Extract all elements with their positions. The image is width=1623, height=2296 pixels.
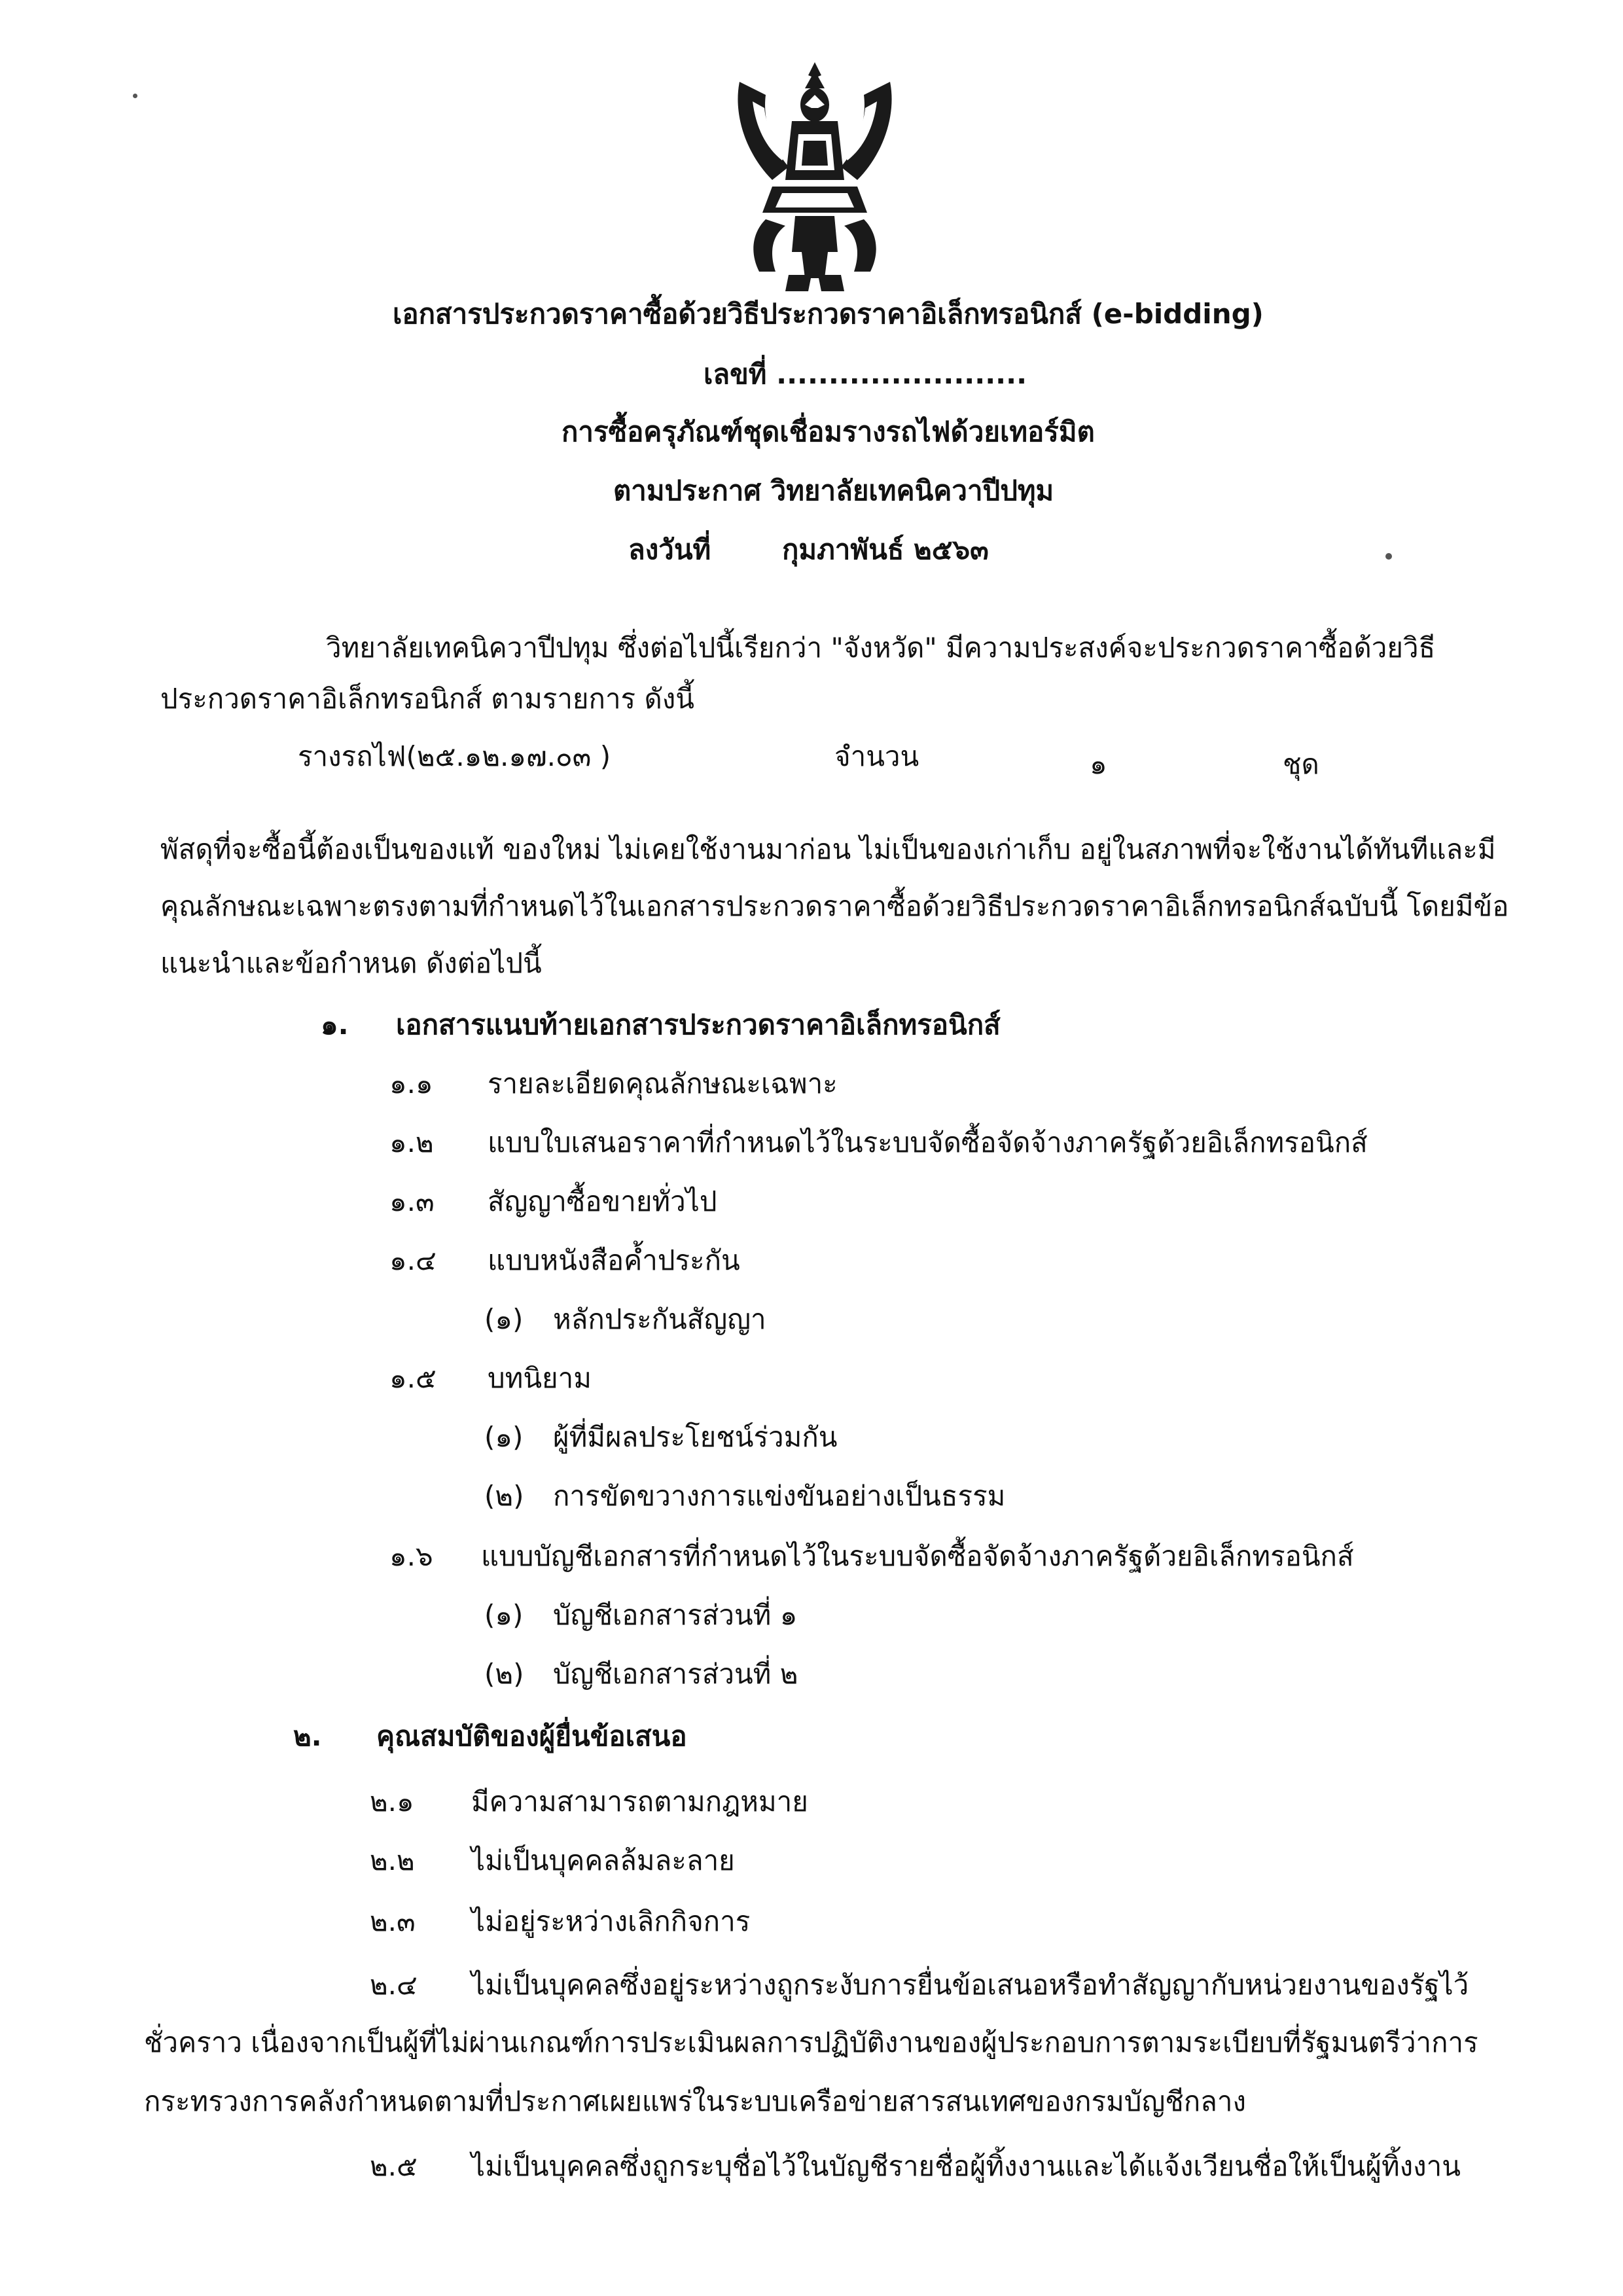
document-title: เอกสารประกวดราคาซื้อด้วยวิธีประกวดราคาอิเล็กทรอนิกส์ (e-bidding) <box>393 298 1264 330</box>
list-item-number: ๑.๔ <box>389 1244 437 1276</box>
body-line: แนะนำและข้อกำหนด ดังต่อไปนี้ <box>160 947 542 979</box>
sub-item-text: ผู้ที่มีผลประโยชน์ร่วมกัน <box>553 1421 838 1453</box>
list-item-text: ไม่อยู่ระหว่างเลิกกิจการ <box>471 1905 751 1937</box>
list-item-continuation: ชั่วคราว เนื่องจากเป็นผู้ที่ไม่ผ่านเกณฑ์การประเมินผลการปฏิบัติงานของผู้ประกอบการตามระเบียบที่รัฐมนตรีว่าการ <box>144 2026 1478 2058</box>
list-item-number: ๒.๑ <box>370 1785 414 1818</box>
sub-item-text: บัญชีเอกสารส่วนที่ ๑ <box>553 1599 798 1631</box>
sub-item-number: (๒) <box>484 1658 524 1690</box>
list-item-number: ๑.๕ <box>389 1362 437 1394</box>
document-number: เลขที่ ........................ <box>704 358 1027 390</box>
list-item-text: แบบหนังสือค้ำประกัน <box>488 1244 740 1276</box>
list-item-continuation: กระทรวงการคลังกำหนดตามที่ประกาศเผยแพร่ในระบบเครือข่ายสารสนเทศของกรมบัญชีกลาง <box>144 2085 1246 2117</box>
intro-line: ประกวดราคาอิเล็กทรอนิกส์ ตามรายการ ดังนี้ <box>160 683 694 715</box>
item-qty-label: จำนวน <box>834 740 919 772</box>
section2-title: คุณสมบัติของผู้ยื่นข้อเสนอ <box>376 1720 687 1752</box>
list-item-number: ๑.๖ <box>389 1540 433 1572</box>
list-item-text: แบบบัญชีเอกสารที่กำหนดไว้ในระบบจัดซื้อจัดจ้างภาครัฐด้วยอิเล็กทรอนิกส์ <box>481 1540 1354 1572</box>
sub-item-text: บัญชีเอกสารส่วนที่ ๒ <box>553 1658 798 1690</box>
body-line: พัสดุที่จะซื้อนี้ต้องเป็นของแท้ ของใหม่ ไม่เคยใช้งานมาก่อน ไม่เป็นของเก่าเก็บ อยู่ในสภาพที่จะใช้งานได้ทันทีและมี <box>160 833 1496 865</box>
list-item-text: ไม่เป็นบุคคลล้มละลาย <box>471 1844 735 1876</box>
speck-mark <box>133 94 137 98</box>
sub-item-number: (๑) <box>484 1599 524 1631</box>
list-item-number: ๒.๓ <box>370 1905 416 1937</box>
list-item-text: สัญญาซื้อขายทั่วไป <box>488 1185 717 1217</box>
document-subject: การซื้อครุภัณฑ์ชุดเชื่อมรางรถไฟด้วยเทอร์มิต <box>562 416 1095 448</box>
date-label: ลงวันที่ <box>628 533 711 565</box>
list-item-number: ๒.๒ <box>370 1844 415 1876</box>
garuda-emblem-icon <box>726 56 903 298</box>
section1-number: ๑. <box>321 1009 349 1041</box>
list-item-number: ๒.๔ <box>370 1969 418 2001</box>
list-item-text: บทนิยาม <box>488 1362 592 1394</box>
announcement-line: ตามประกาศ วิทยาลัยเทคนิควาปีปทุม <box>613 475 1054 507</box>
list-item-text: รายละเอียดคุณลักษณะเฉพาะ <box>488 1067 838 1100</box>
section2-number: ๒. <box>293 1720 322 1752</box>
section1-title: เอกสารแนบท้ายเอกสารประกวดราคาอิเล็กทรอนิกส์ <box>396 1009 1001 1041</box>
intro-line: วิทยาลัยเทคนิควาปีปทุม ซึ่งต่อไปนี้เรียกว่า "จังหวัด" มีความประสงค์จะประกวดราคาซื้อด้วยวิธี <box>326 632 1436 664</box>
list-item-number: ๑.๒ <box>389 1126 434 1158</box>
list-item-number: ๑.๓ <box>389 1185 435 1217</box>
item-name: รางรถไฟ(๒๕.๑๒.๑๗.๐๓ ) <box>298 740 611 772</box>
sub-item-text: หลักประกันสัญญา <box>553 1303 766 1335</box>
list-item-text: ไม่เป็นบุคคลซึ่งถูกระบุชื่อไว้ในบัญชีรายชื่อผู้ทิ้งงานและได้แจ้งเวียนชื่อให้เป็นผู้ทิ้งงาน <box>471 2150 1461 2182</box>
list-item-text: ไม่เป็นบุคคลซึ่งอยู่ระหว่างถูกระงับการยื่นข้อเสนอหรือทำสัญญากับหน่วยงานของรัฐไว้ <box>471 1969 1469 2001</box>
body-line: คุณลักษณะเฉพาะตรงตามที่กำหนดไว้ในเอกสารประกวดราคาซื้อด้วยวิธีประกวดราคาอิเล็กทรอนิกส์ฉบับนี้ โดยมีข้อ <box>160 890 1509 922</box>
date-value: กุมภาพันธ์ ๒๕๖๓ <box>782 533 989 565</box>
sub-item-number: (๑) <box>484 1421 524 1453</box>
list-item-number: ๒.๕ <box>370 2150 418 2182</box>
list-item-number: ๑.๑ <box>389 1067 433 1100</box>
sub-item-number: (๒) <box>484 1480 524 1512</box>
list-item-text: มีความสามารถตามกฎหมาย <box>471 1785 808 1818</box>
list-item-text: แบบใบเสนอราคาที่กำหนดไว้ในระบบจัดซื้อจัดจ้างภาครัฐด้วยอิเล็กทรอนิกส์ <box>488 1126 1368 1158</box>
sub-item-number: (๑) <box>484 1303 524 1335</box>
item-unit: ชุด <box>1283 748 1319 780</box>
sub-item-text: การขัดขวางการแข่งขันอย่างเป็นธรรม <box>553 1480 1006 1512</box>
item-qty: ๑ <box>1090 748 1107 780</box>
speck-mark <box>1385 553 1392 560</box>
